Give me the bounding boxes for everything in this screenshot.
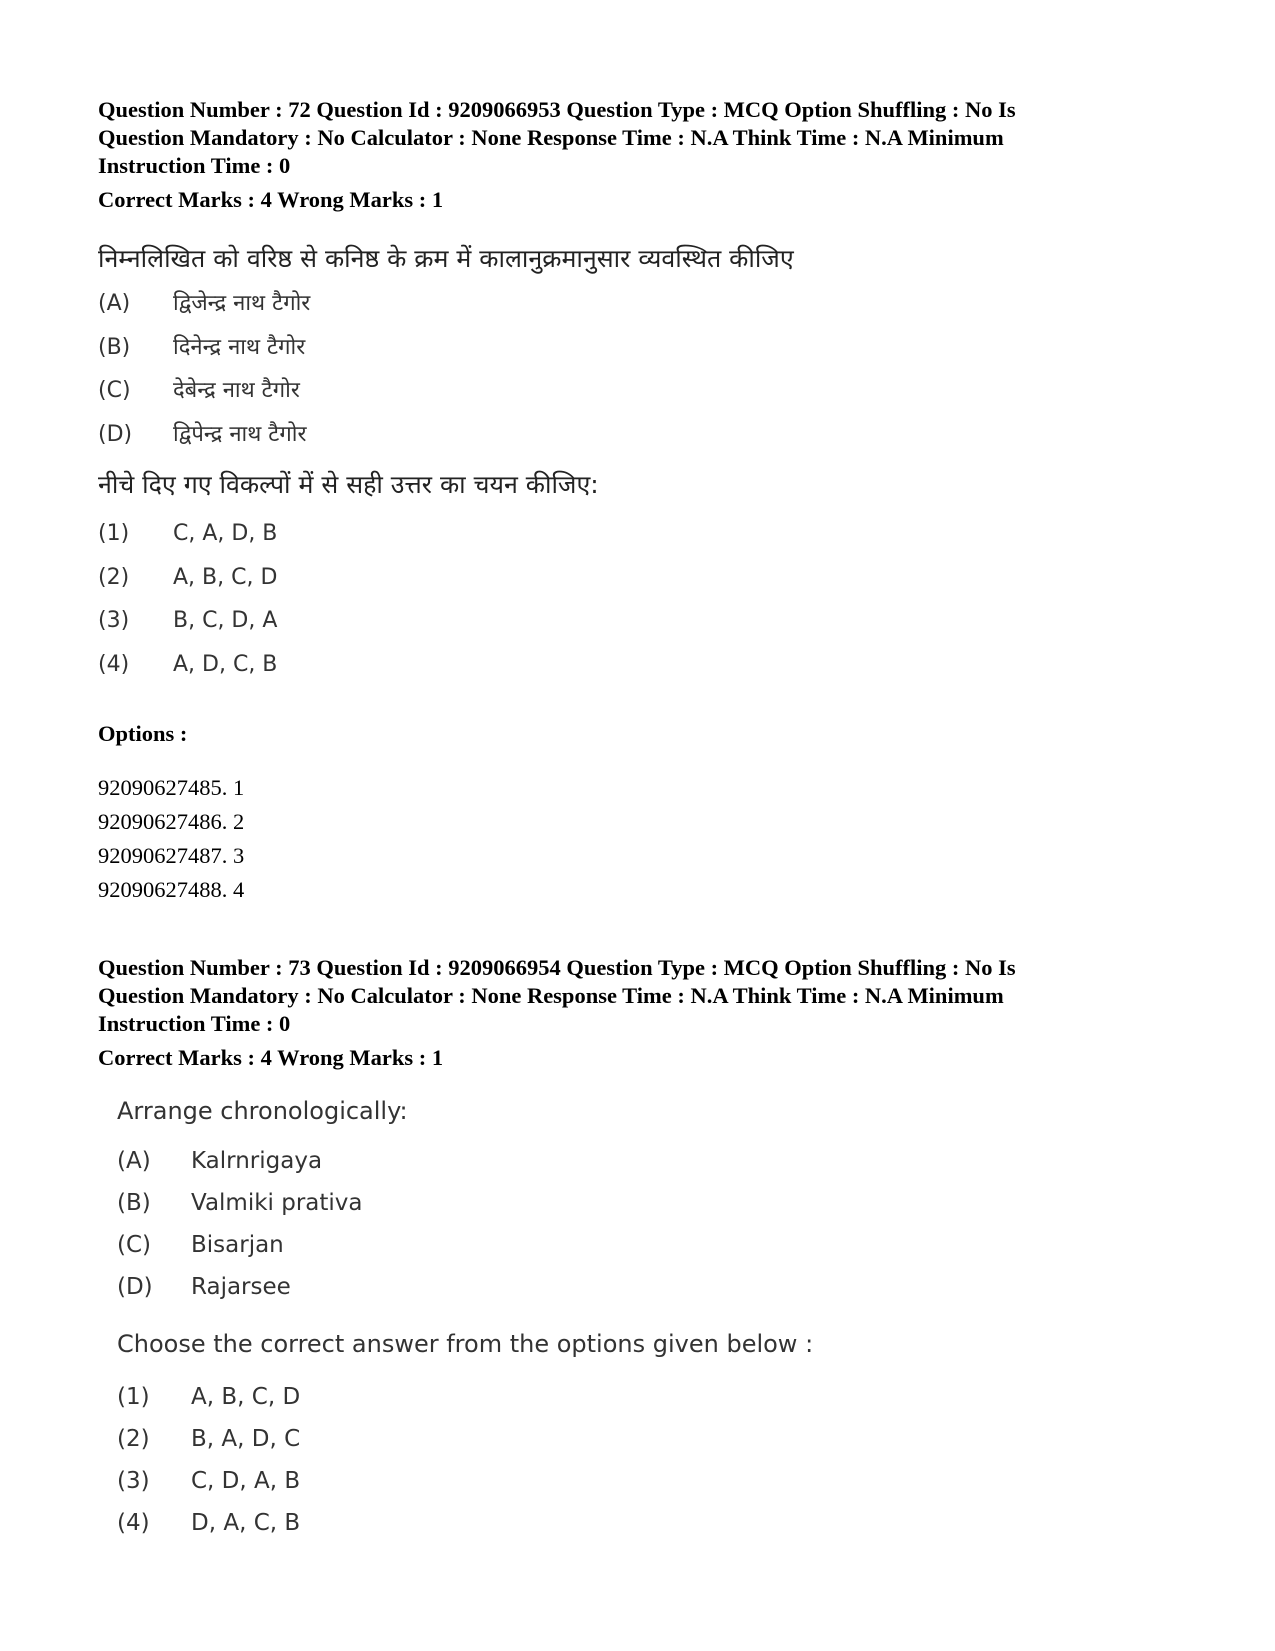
- choice-label: (1): [117, 1384, 150, 1410]
- answer-option: 92090627487. 3: [98, 842, 245, 868]
- choice-item: [98, 599, 1188, 643]
- choice-item: [98, 643, 1188, 687]
- item-label: (A): [117, 1148, 151, 1174]
- answer-option: 92090627488. 4: [98, 876, 245, 902]
- item-text: Kalrnrigaya: [191, 1148, 323, 1174]
- question-meta-line-1: Question Number : 72 Question Id : 9209066953 Question Type : MCQ Option Shuffling : No Is: [98, 97, 1016, 122]
- choice-text: C, D, A, B: [191, 1468, 301, 1494]
- choice-label: (1): [98, 521, 130, 546]
- choose-prompt: नीचे दिए गए विकल्पों में से सही उत्तर का चयन कीजिए:: [98, 470, 599, 499]
- item-label: (D): [117, 1274, 153, 1300]
- question-body: [98, 1096, 1188, 1544]
- item-text: द्विजेन्द्र नाथ टैगोर: [173, 291, 311, 316]
- choose-prompt: Choose the correct answer from the options given below :: [117, 1330, 814, 1358]
- question-72: [98, 96, 1188, 907]
- question-marks: Correct Marks : 4 Wrong Marks : 1: [98, 1045, 444, 1070]
- item-text: देबेन्द्र नाथ टैगोर: [173, 378, 300, 403]
- item-label: (C): [98, 378, 131, 403]
- choice-text: B, C, D, A: [173, 608, 278, 633]
- choice-label: (4): [117, 1510, 150, 1536]
- choice-text: B, A, D, C: [191, 1426, 301, 1452]
- question-meta-line-2: Question Mandatory : No Calculator : None Response Time : N.A Think Time : N.A Minimum: [98, 125, 1004, 150]
- item-list: [98, 282, 1188, 456]
- choice-list: [98, 512, 1188, 686]
- options-title: Options :: [98, 721, 188, 746]
- question-meta-line-3: Instruction Time : 0: [98, 153, 291, 178]
- choice-label: (4): [98, 651, 130, 677]
- question-meta-line-3: Instruction Time : 0: [98, 1011, 291, 1036]
- item-text: दिनेन्द्र नाथ टैगोर: [173, 334, 306, 360]
- item-text: Bisarjan: [191, 1232, 284, 1258]
- question-marks: Correct Marks : 4 Wrong Marks : 1: [98, 187, 444, 212]
- choice-item: [117, 1460, 1188, 1502]
- list-item: [98, 282, 1188, 326]
- item-label: (B): [98, 334, 131, 360]
- question-meta-line-2: Question Mandatory : No Calculator : None Response Time : N.A Think Time : N.A Minimum: [98, 983, 1004, 1008]
- answer-option: 92090627485. 1: [98, 774, 245, 800]
- choice-text: C, A, D, B: [173, 521, 278, 546]
- item-label: (C): [117, 1232, 152, 1258]
- list-item: [98, 326, 1188, 370]
- item-label: (B): [117, 1190, 151, 1216]
- choice-label: (2): [98, 564, 130, 590]
- choice-label: (2): [117, 1426, 150, 1452]
- choice-item: [117, 1376, 1188, 1418]
- question-prompt: Arrange chronologically:: [117, 1097, 408, 1125]
- choice-list: [117, 1376, 1188, 1544]
- choice-item: [117, 1502, 1188, 1544]
- list-item: [117, 1224, 1188, 1266]
- list-item: [117, 1182, 1188, 1224]
- list-item: [98, 369, 1188, 413]
- list-item: [117, 1140, 1188, 1182]
- answer-option: 92090627486. 2: [98, 808, 245, 834]
- choice-text: A, B, C, D: [173, 564, 278, 590]
- choice-text: A, D, C, B: [173, 651, 278, 677]
- choice-label: (3): [98, 608, 130, 633]
- choice-text: D, A, C, B: [191, 1510, 301, 1536]
- question-meta-line-1: Question Number : 73 Question Id : 9209066954 Question Type : MCQ Option Shuffling : No Is: [98, 955, 1016, 980]
- list-item: [117, 1266, 1188, 1308]
- item-text: द्विपेन्द्र नाथ टैगोर: [173, 421, 307, 447]
- item-list: [117, 1140, 1188, 1308]
- question-body: [98, 244, 1188, 686]
- choice-label: (3): [117, 1468, 150, 1494]
- question-73: [98, 954, 1188, 1544]
- question-prompt: निम्नलिखित को वरिष्ठ से कनिष्ठ के क्रम में कालानुक्रमानुसार व्यवस्थित कीजिए: [98, 244, 794, 273]
- answer-options: [98, 771, 1188, 907]
- choice-item: [98, 512, 1188, 556]
- item-label: (D): [98, 421, 133, 447]
- list-item: [98, 413, 1188, 457]
- item-text: Valmiki prativa: [191, 1190, 363, 1216]
- item-text: Rajarsee: [191, 1274, 291, 1300]
- choice-text: A, B, C, D: [191, 1384, 301, 1410]
- choice-item: [98, 556, 1188, 600]
- choice-item: [117, 1418, 1188, 1460]
- item-label: (A): [98, 291, 131, 316]
